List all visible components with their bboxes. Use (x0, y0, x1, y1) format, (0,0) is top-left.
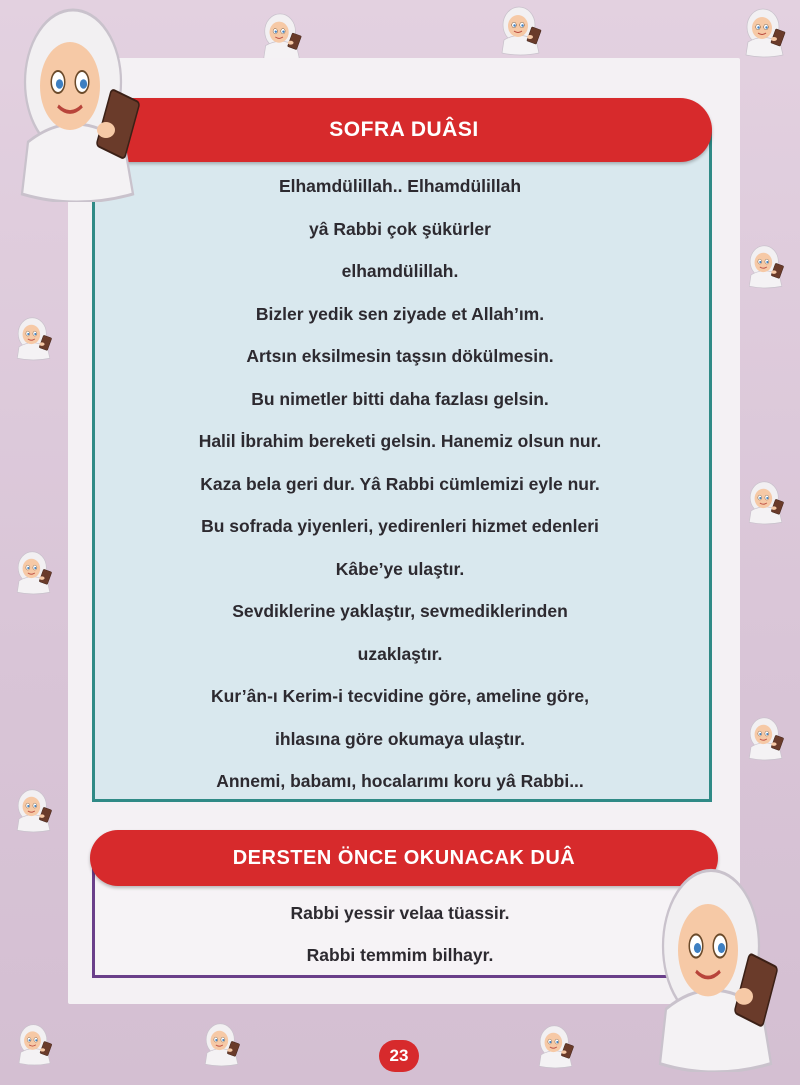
prayer-line: Kaza bela geri dur. Yâ Rabbi cümlemizi eyle nur. (200, 473, 600, 494)
prayer-line: Kâbe’ye ulaştır. (335, 558, 465, 579)
sofra-duasi-text (100, 165, 700, 803)
prayer-line: Bizler yedik sen ziyade et Allah’ım. (255, 303, 545, 324)
section-title-sofra-duasi: SOFRA DUÂSI (96, 98, 712, 162)
prayer-line: Kur’ân-ı Kerim-i tecvidine göre, ameline göre, (211, 686, 589, 706)
prayer-line: Rabbi temmim bilhayr. (306, 945, 494, 965)
prayer-line: Sevdiklerine yaklaştır, sevmediklerinden (232, 601, 568, 621)
girl-reading-quran-icon (4, 2, 154, 202)
prayer-line: ihlasına göre okumaya ulaştır. (275, 728, 525, 749)
prayer-line: Artsın eksilmesin taşsın dökülmesin. (246, 346, 554, 366)
girl-reading-quran-icon (12, 544, 56, 600)
prayer-line: uzaklaştır. (357, 643, 443, 664)
prayer-line: Bu nimetler bitti daha fazlası gelsin. (251, 388, 549, 409)
section-title-dersten-once: DERSTEN ÖNCE OKUNACAK DUÂ (90, 830, 718, 886)
girl-reading-quran-icon (744, 238, 788, 294)
girl-reading-quran-icon (496, 2, 546, 58)
prayer-line: yâ Rabbi çok şükürler (309, 218, 491, 239)
prayer-line: Rabbi yessir velaa tüassir. (290, 903, 510, 923)
page-number: 23 (379, 1040, 419, 1072)
girl-reading-quran-icon (200, 1016, 244, 1072)
girl-reading-quran-icon (14, 1016, 56, 1072)
girl-reading-quran-icon (534, 1018, 578, 1074)
girl-reading-quran-icon (740, 4, 790, 60)
girl-reading-quran-icon (744, 710, 788, 766)
prayer-line: Elhamdülillah.. Elhamdülillah (278, 176, 522, 196)
girl-reading-quran-icon (642, 862, 792, 1072)
dersten-once-text (100, 892, 700, 976)
prayer-line: elhamdülillah. (341, 261, 459, 281)
girl-reading-quran-icon (258, 8, 306, 64)
girl-reading-quran-icon (744, 474, 788, 530)
prayer-line: Halil İbrahim bereketi gelsin. Hanemiz olsun nur. (198, 431, 602, 451)
girl-reading-quran-icon (12, 782, 56, 838)
prayer-line: Annemi, babamı, hocalarımı koru yâ Rabbi... (216, 771, 584, 791)
prayer-line: Bu sofrada yiyenleri, yedirenleri hizmet edenleri (201, 516, 599, 536)
girl-reading-quran-icon (12, 310, 56, 366)
